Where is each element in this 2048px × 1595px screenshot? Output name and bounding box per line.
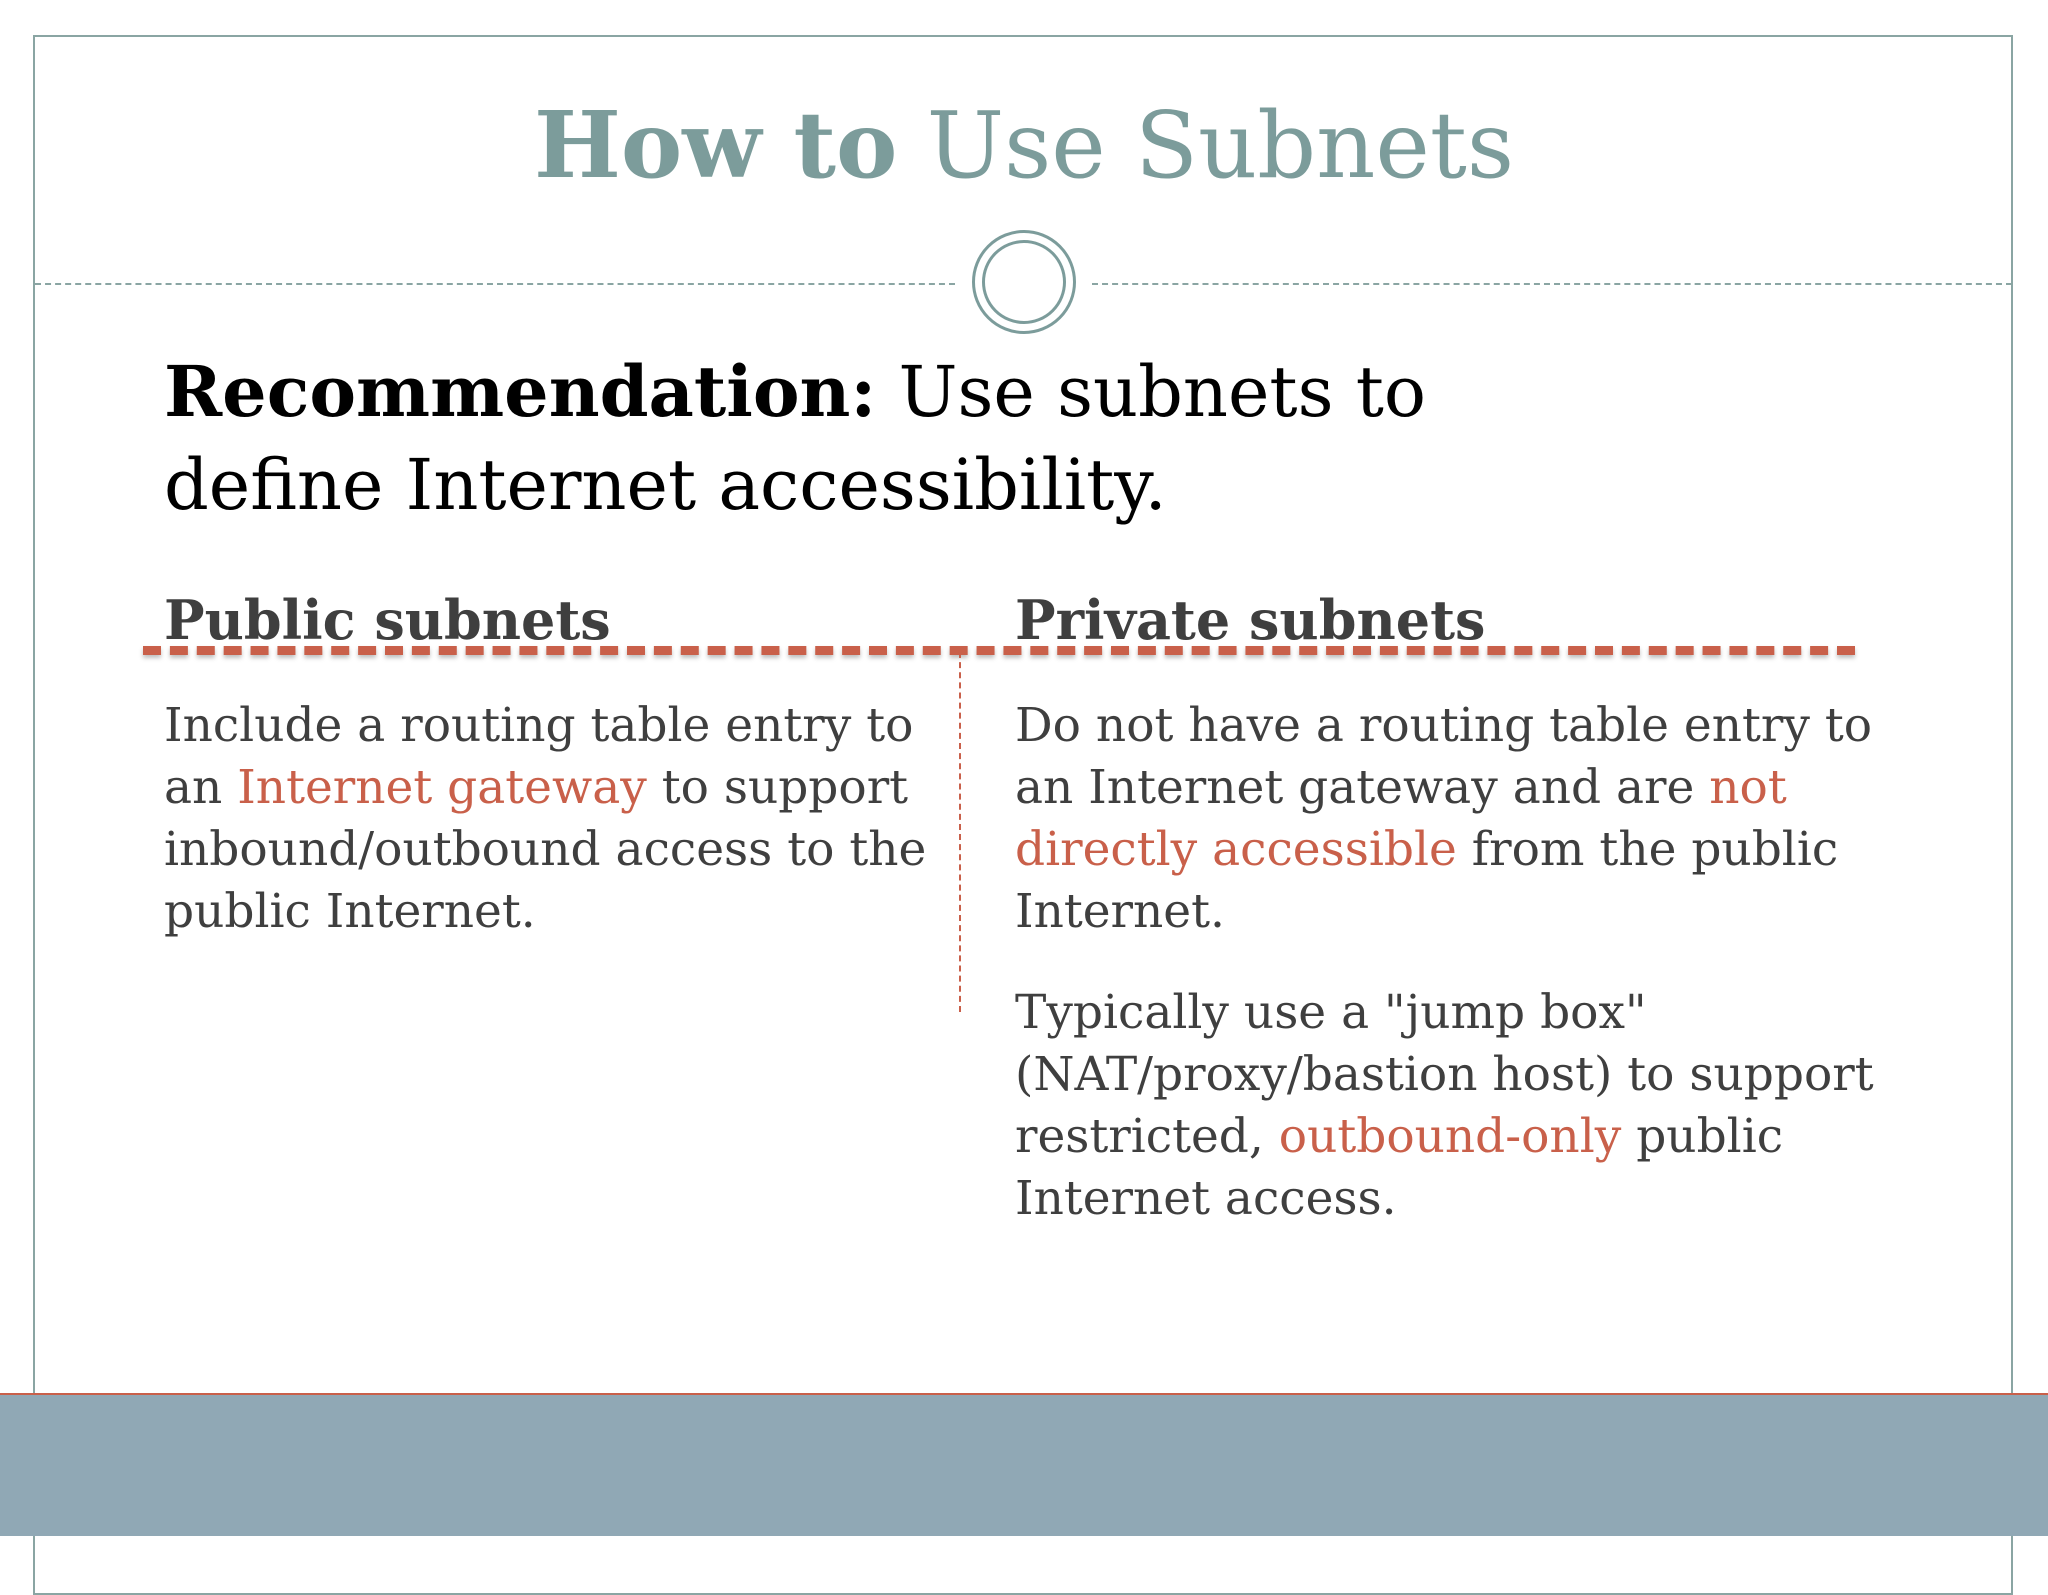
private-p2-before: Typically use a "jump box" (NAT/proxy/bastion host) to support restricted, bbox=[1015, 985, 1874, 1164]
private-subnets-text-1 bbox=[1015, 695, 1915, 943]
private-p2-after: public Internet access. bbox=[1015, 1109, 1784, 1226]
recommendation bbox=[164, 345, 1464, 532]
private-subnets-heading: Private subnets bbox=[1015, 588, 1486, 652]
private-p1-highlight: not directly accessible bbox=[1015, 760, 1787, 877]
ring-inner bbox=[982, 240, 1066, 324]
ring-ornament-icon bbox=[972, 230, 1076, 334]
column-divider bbox=[959, 652, 961, 1012]
public-subnets-heading: Public subnets bbox=[164, 588, 611, 652]
public-p1-highlight: Internet gateway bbox=[237, 760, 647, 815]
divider-left bbox=[35, 283, 955, 285]
private-p2-highlight: outbound-only bbox=[1278, 1109, 1622, 1164]
footer-bar bbox=[0, 1393, 2048, 1536]
private-p1-before: Do not have a routing table entry to an Internet gateway and are bbox=[1015, 698, 1873, 815]
recommendation-label: Recommendation: bbox=[164, 350, 877, 433]
private-subnets-text-2 bbox=[1015, 982, 1915, 1230]
private-p1-after: from the public Internet. bbox=[1015, 822, 1839, 939]
public-p1-before: Include a routing table entry to an bbox=[164, 698, 914, 815]
recommendation-line1: Use subnets to bbox=[898, 351, 1427, 433]
title-rest: Use Subnets bbox=[926, 92, 1515, 199]
public-subnets-text bbox=[164, 695, 954, 943]
slide-title bbox=[0, 85, 2048, 205]
recommendation-line2: define Internet accessibility. bbox=[164, 444, 1167, 526]
divider-right bbox=[1092, 283, 2012, 285]
public-p1-after: to support inbound/outbound access to the public Internet. bbox=[164, 760, 927, 939]
title-bold: How to bbox=[533, 91, 898, 199]
